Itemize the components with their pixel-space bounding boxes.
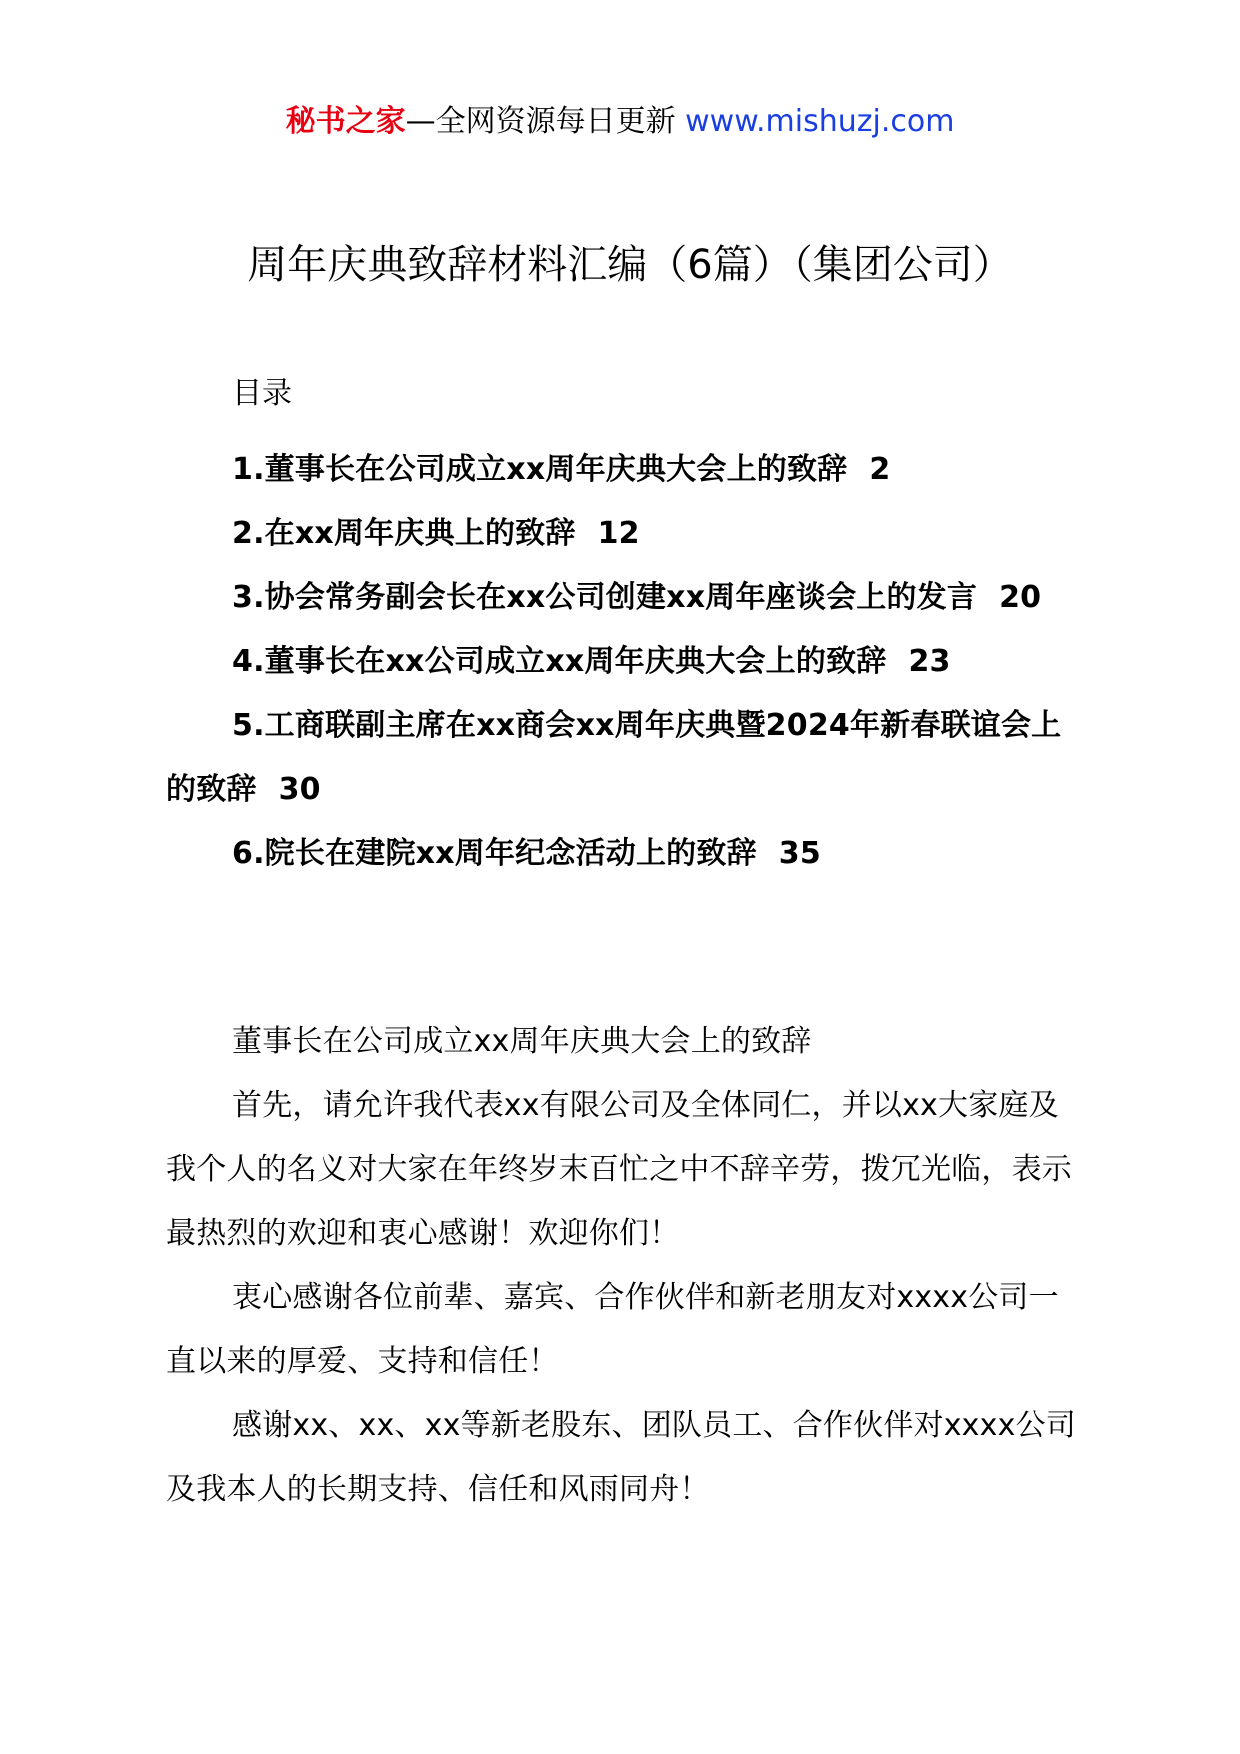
toc-page-number: 23 — [908, 644, 951, 679]
body-paragraph: 首先，请允许我代表xx有限公司及全体同仁，并以xx大家庭及我个人的名义对大家在年终岁末百忙之中不辞辛劳，拨冗光临，表示最热烈的欢迎和衷心感谢！欢迎你们！ — [166, 1088, 1072, 1251]
section-title: 董事长在公司成立xx周年庆典大会上的致辞 — [232, 1024, 812, 1059]
toc-page-number: 35 — [778, 836, 821, 871]
toc-item[interactable] — [166, 502, 1086, 566]
toc-heading: 目录 — [232, 376, 292, 411]
toc-item-label: 3.协会常务副会长在xx公司创建xx周年座谈会上的发言 — [232, 580, 978, 615]
toc-item[interactable] — [166, 438, 1086, 502]
site-header — [0, 100, 1240, 144]
toc-item[interactable] — [166, 694, 1086, 822]
table-of-contents — [166, 438, 1086, 886]
toc-page-number: 2 — [869, 452, 891, 487]
header-tagline: —全网资源每日更新 — [405, 104, 686, 139]
toc-item-label: 2.在xx周年庆典上的致辞 — [232, 516, 576, 551]
toc-page-number: 12 — [597, 516, 640, 551]
toc-item-label: 6.院长在建院xx周年纪念活动上的致辞 — [232, 836, 757, 871]
toc-page-number: 30 — [278, 772, 321, 807]
toc-item[interactable] — [166, 822, 1086, 886]
site-url-link[interactable]: www.mishuzj.com — [685, 104, 955, 139]
toc-item[interactable] — [166, 566, 1086, 630]
body-paragraph: 衷心感谢各位前辈、嘉宾、合作伙伴和新老朋友对xxxx公司一直以来的厚爱、支持和信任！ — [166, 1280, 1059, 1379]
toc-item-label: 5.工商联副主席在xx商会xx周年庆典暨2024年新春联谊会上的致辞 — [166, 708, 1062, 807]
toc-item[interactable] — [166, 630, 1086, 694]
toc-item-label: 4.董事长在xx公司成立xx周年庆典大会上的致辞 — [232, 644, 887, 679]
document-title: 周年庆典致辞材料汇编（6篇）（集团公司） — [247, 242, 1013, 288]
document-body — [166, 1010, 1086, 1522]
body-paragraph: 感谢xx、xx、xx等新老股东、团队员工、合作伙伴对xxxx公司及我本人的长期支持、信任和风雨同舟！ — [166, 1408, 1076, 1507]
toc-page-number: 20 — [999, 580, 1042, 615]
brand-name: 秘书之家 — [285, 104, 406, 139]
toc-item-label: 1.董事长在公司成立xx周年庆典大会上的致辞 — [232, 452, 848, 487]
